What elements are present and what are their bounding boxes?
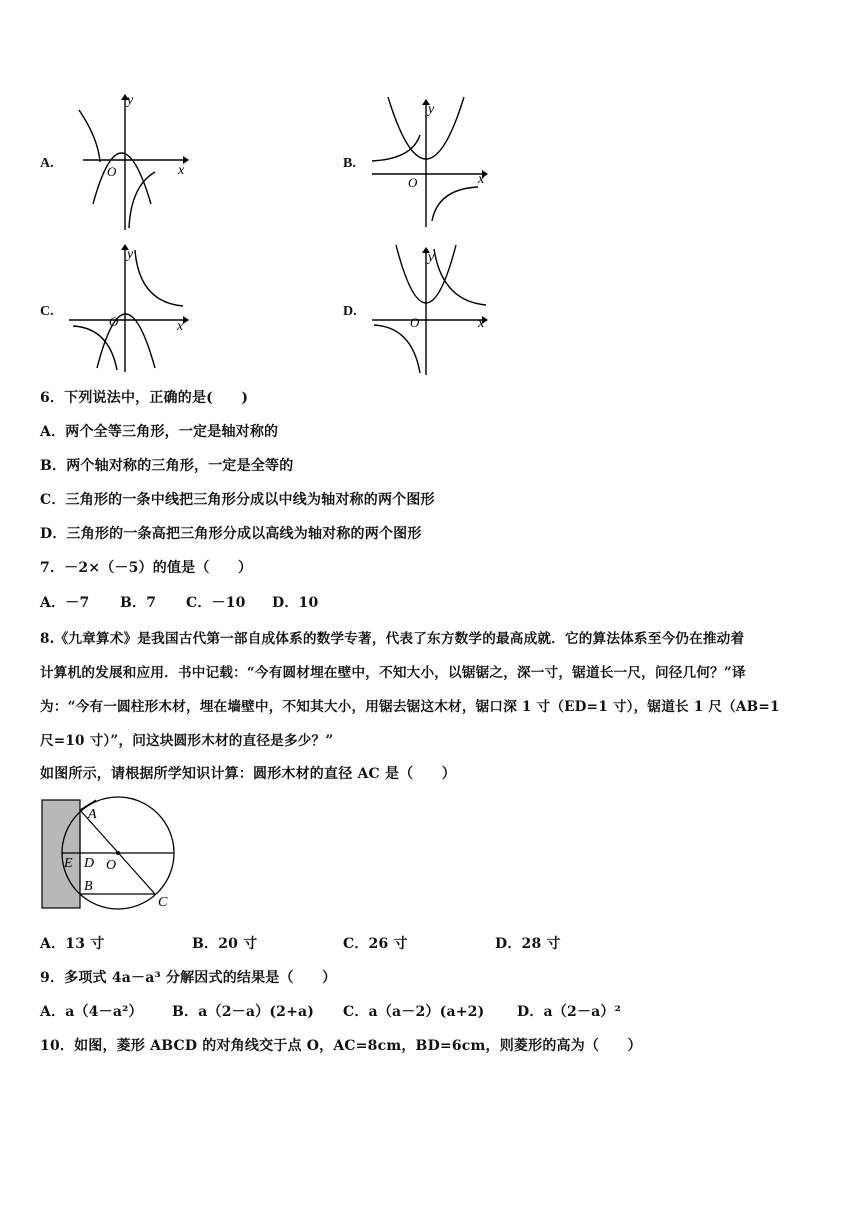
q7-option-b: B．7 [120,595,157,611]
q6-option-c: C．三角形的一条中线把三角形分成以中线为轴对称的两个图形 [40,492,435,508]
q10-stem: 10．如图，菱形 ABCD 的对角线交于点 O，AC=8cm，BD=6cm，则菱形的高为（ ） [40,1038,642,1054]
wall-rect [42,800,80,908]
q9-option-c: C．a（a－2）(a+2) [343,1004,485,1020]
point-b-label: B [84,879,93,894]
q8-line-5: 如图所示，请根据所学知识计算：圆形木材的直径 AC 是（ ） [40,766,456,782]
q9-option-b: B．a（2－a）(2+a) [172,1004,315,1020]
q8-line-3: 为：“今有一圆柱形木材，埋在墙壁中，不知其大小，用锯去锯这木材，锯口深 1 寸（ED=1 寸），锯道长 1 尺（AB=1 [40,699,780,715]
q7-option-a: A．－7 [40,595,90,611]
q6-stem: 6．下列说法中，正确的是( ) [40,390,249,406]
option-c-letter: C. [40,304,54,319]
circle-wood-figure [38,796,178,914]
q6-option-a: A．两个全等三角形，一定是轴对称的 [40,424,279,440]
q9-stem: 9．多项式 4a－a³ 分解因式的结果是（ ） [40,970,337,986]
graph-option-c [65,240,195,375]
axis-y-label: y [127,247,134,262]
q6-option-d: D．三角形的一条高把三角形分成以高线为轴对称的两个图形 [40,526,422,542]
point-e-label: E [64,856,73,871]
origin-label: O [107,164,117,179]
axis-y-label: y [428,102,435,117]
q7-option-c: C．－10 [186,595,246,611]
axis-x-label: x [478,172,485,187]
axis-y-label: y [428,250,435,265]
point-c-label: C [158,895,168,910]
option-a-letter: A. [40,156,54,171]
point-a-label: A [88,807,97,822]
q7-option-d: D．10 [272,595,319,611]
axis-x-label: x [177,319,184,334]
origin-label: O [410,315,420,330]
q7-stem: 7．－2×（－5）的值是（ ） [40,560,253,576]
q8-option-c: C．26 寸 [343,936,408,952]
q8-option-d: D．28 寸 [495,936,561,952]
graph-option-d [368,243,493,378]
q9-option-a: A．a（4－a²） [40,1004,143,1020]
axis-x-label: x [178,163,185,178]
option-b-letter: B. [343,156,356,171]
origin-label: O [408,175,418,190]
q8-line-1: 8.《九章算术》是我国古代第一部自成体系的数学专著，代表了东方数学的最高成就．它的算法体系至今仍在推动着 [40,631,745,647]
graph-option-a [65,92,190,232]
point-d-label: D [84,856,95,871]
origin-label: O [109,314,119,329]
q8-option-a: A．13 寸 [40,936,105,952]
q9-option-d: D．a（2－a）² [517,1004,621,1020]
option-d-letter: D. [343,304,357,319]
axis-y-label: y [127,93,134,108]
graph-option-b [368,95,493,230]
q6-option-b: B．两个轴对称的三角形，一定是全等的 [40,458,294,474]
q8-line-4: 尺=10 寸）”，问这块圆形木材的直径是多少？” [40,733,334,749]
point-o-label: O [106,858,117,873]
axis-x-label: x [478,316,485,331]
q8-option-b: B．20 寸 [192,936,258,952]
q8-line-2: 计算机的发展和应用．书中记载：“今有圆材埋在壁中，不知大小，以锯锯之，深一寸，锯道长一尺，问径几何？”译 [40,665,746,681]
